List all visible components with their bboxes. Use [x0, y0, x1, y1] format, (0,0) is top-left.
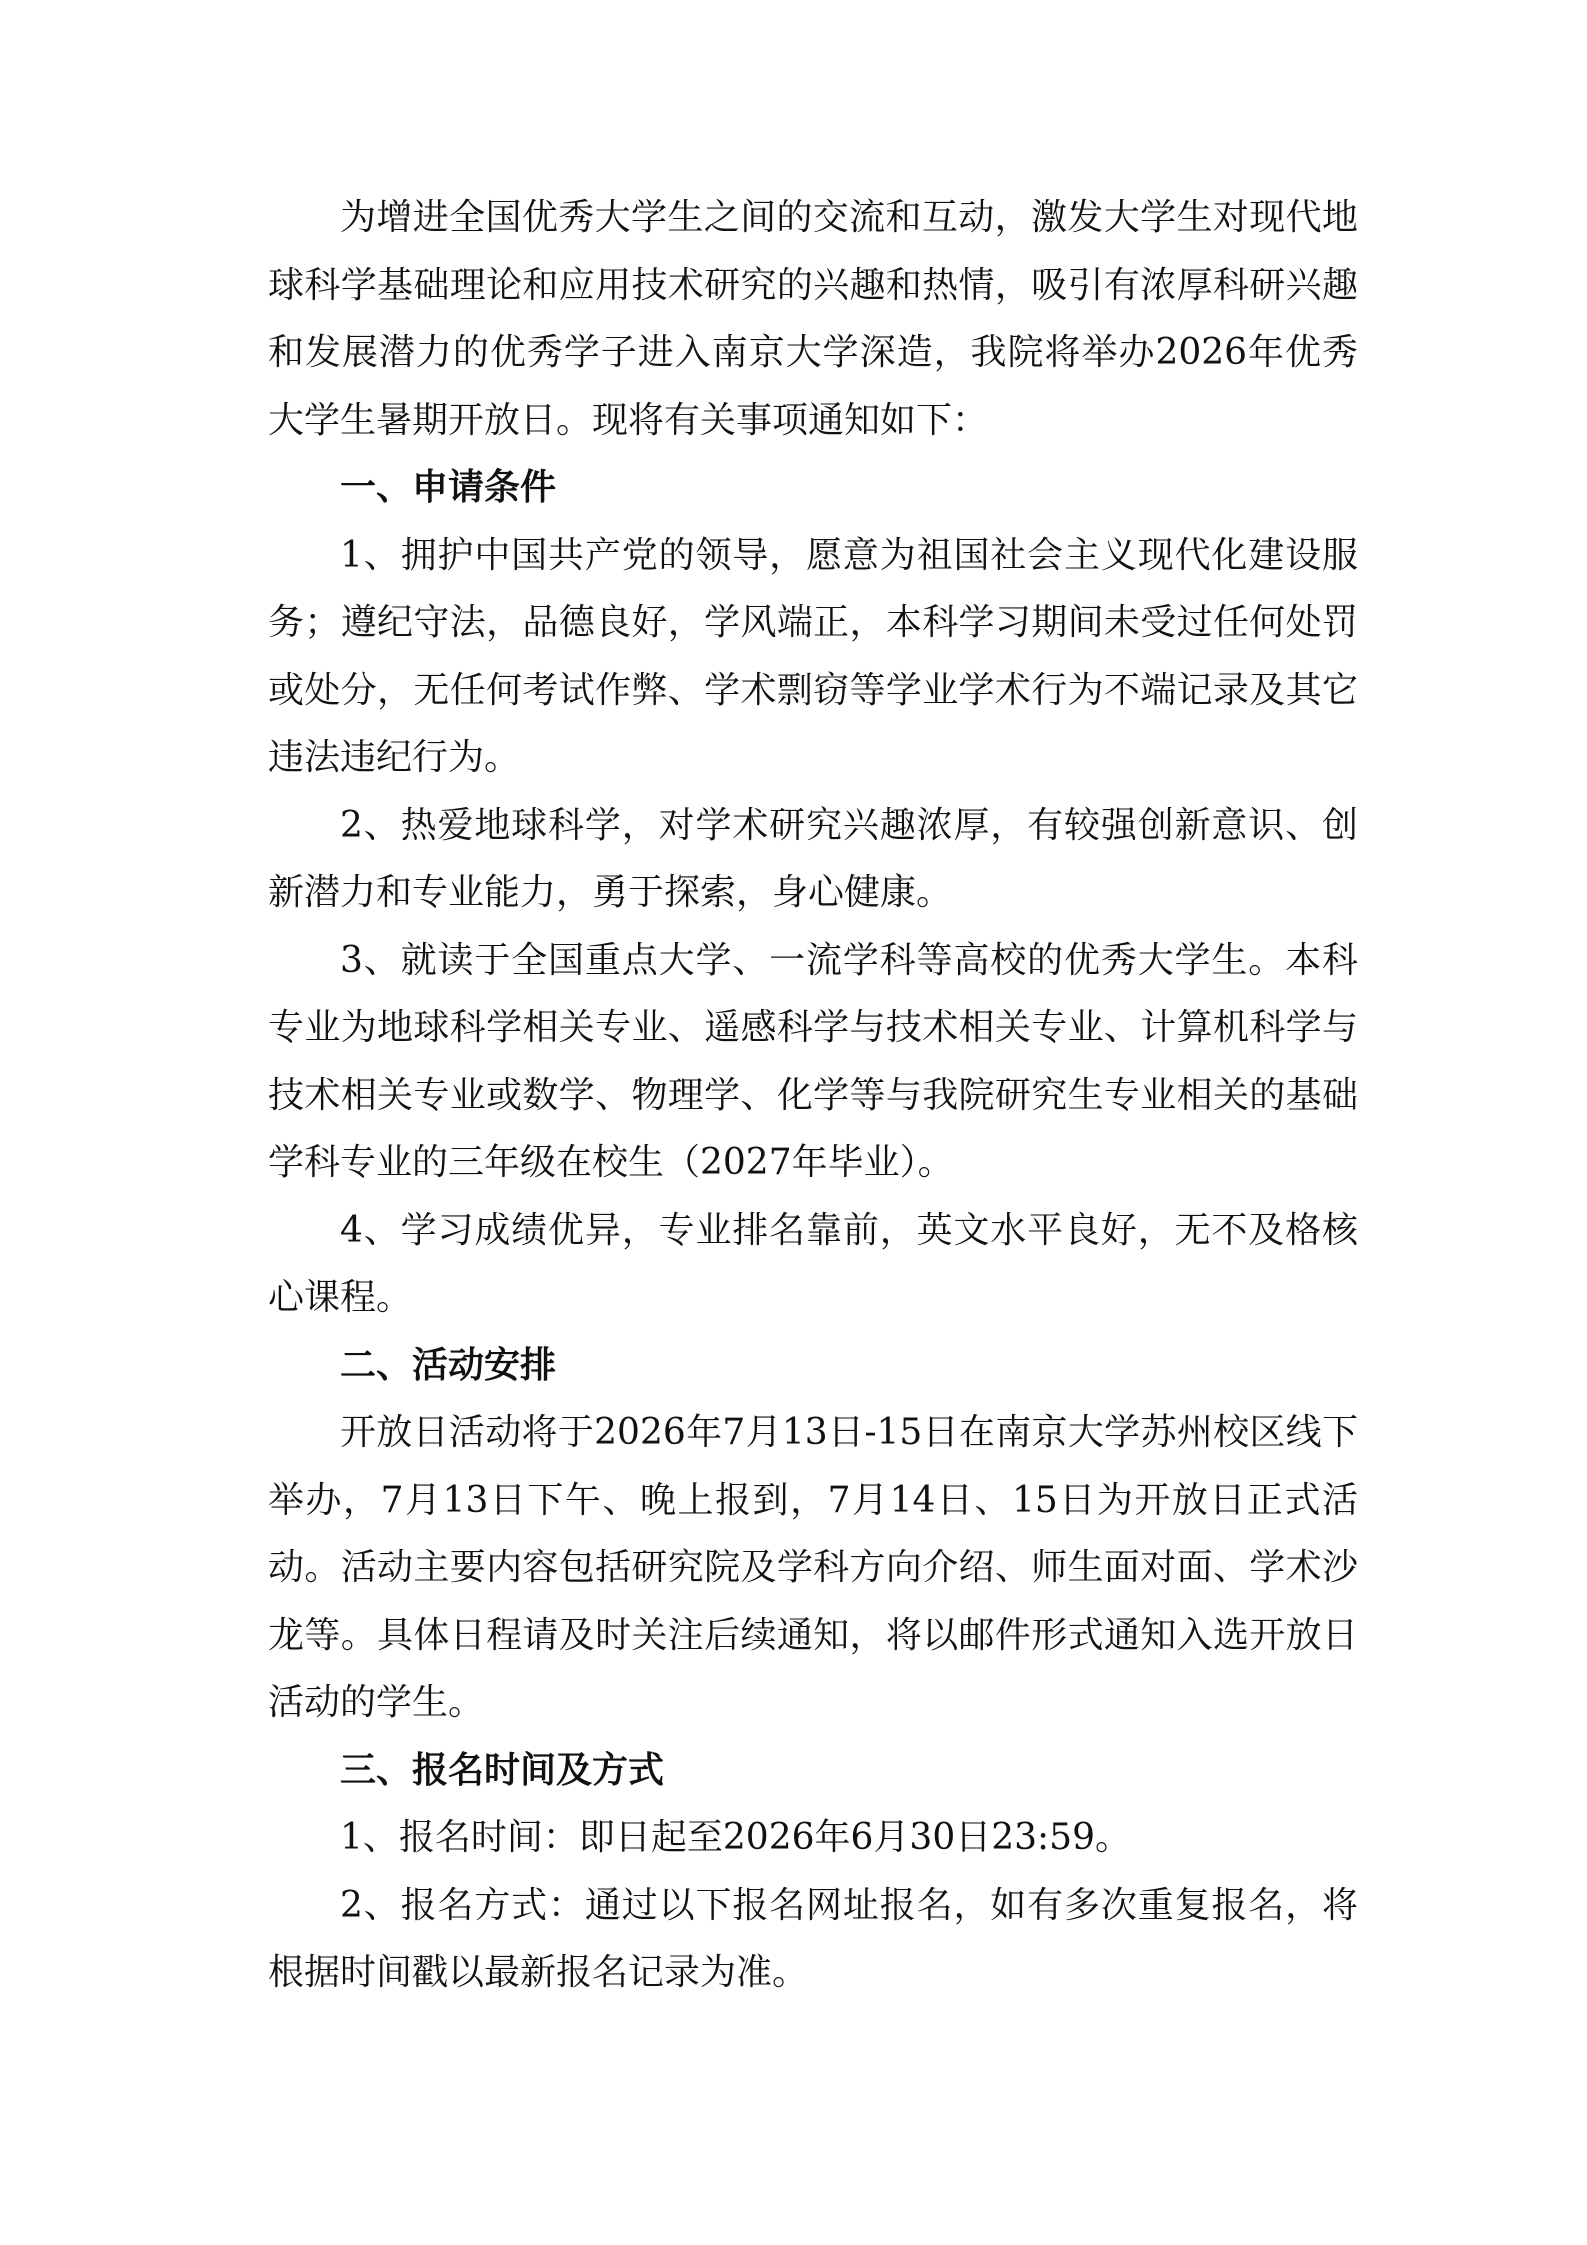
activity-paragraph: 开放日活动将于2026年7月13日-15日在南京大学苏州校区线下举办，7月13日下午、晚上报到，7月14日、15日为开放日正式活动。活动主要内容包括研究院及学科方向介绍、师生面对面、学术沙龙等。具体日程请及时关注后续通知，将以邮件形式通知入选开放日活动的学生。	[268, 1412, 1358, 1723]
registration-time-paragraph: 1、报名时间：即日起至2026年6月30日23:59。	[340, 1817, 1131, 1858]
section-heading-application-conditions: 一、申请条件	[340, 467, 557, 508]
section-heading-activity-arrangement: 二、活动安排	[340, 1344, 557, 1386]
document-body	[268, 184, 1358, 2007]
registration-method-paragraph: 2、报名方式：通过以下报名网址报名，如有多次重复报名，将根据时间戳以最新报名记录为准。	[268, 1884, 1358, 1993]
condition-paragraph-4: 4、学习成绩优异，专业排名靠前，英文水平良好，无不及格核心课程。	[268, 1209, 1358, 1318]
condition-paragraph-3: 3、就读于全国重点大学、一流学科等高校的优秀大学生。本科专业为地球科学相关专业、遥感科学与技术相关专业、计算机科学与技术相关专业或数学、物理学、化学等与我院研究生专业相关的基础学科专业的三年级在校生（2027年毕业）。	[268, 939, 1358, 1183]
condition-paragraph-1: 1、拥护中国共产党的领导，愿意为祖国社会主义现代化建设服务；遵纪守法，品德良好，学风端正，本科学习期间未受过任何处罚或处分，无任何考试作弊、学术剽窃等学业学术行为不端记录及其它违法违纪行为。	[268, 534, 1358, 778]
section-heading-registration: 三、报名时间及方式	[340, 1749, 665, 1791]
intro-paragraph: 为增进全国优秀大学生之间的交流和互动，激发大学生对现代地球科学基础理论和应用技术研究的兴趣和热情，吸引有浓厚科研兴趣和发展潜力的优秀学子进入南京大学深造，我院将举办2026年优秀大学生暑期开放日。现将有关事项通知如下：	[268, 197, 1358, 441]
condition-paragraph-2: 2、热爱地球科学，对学术研究兴趣浓厚，有较强创新意识、创新潜力和专业能力，勇于探索，身心健康。	[268, 804, 1358, 913]
